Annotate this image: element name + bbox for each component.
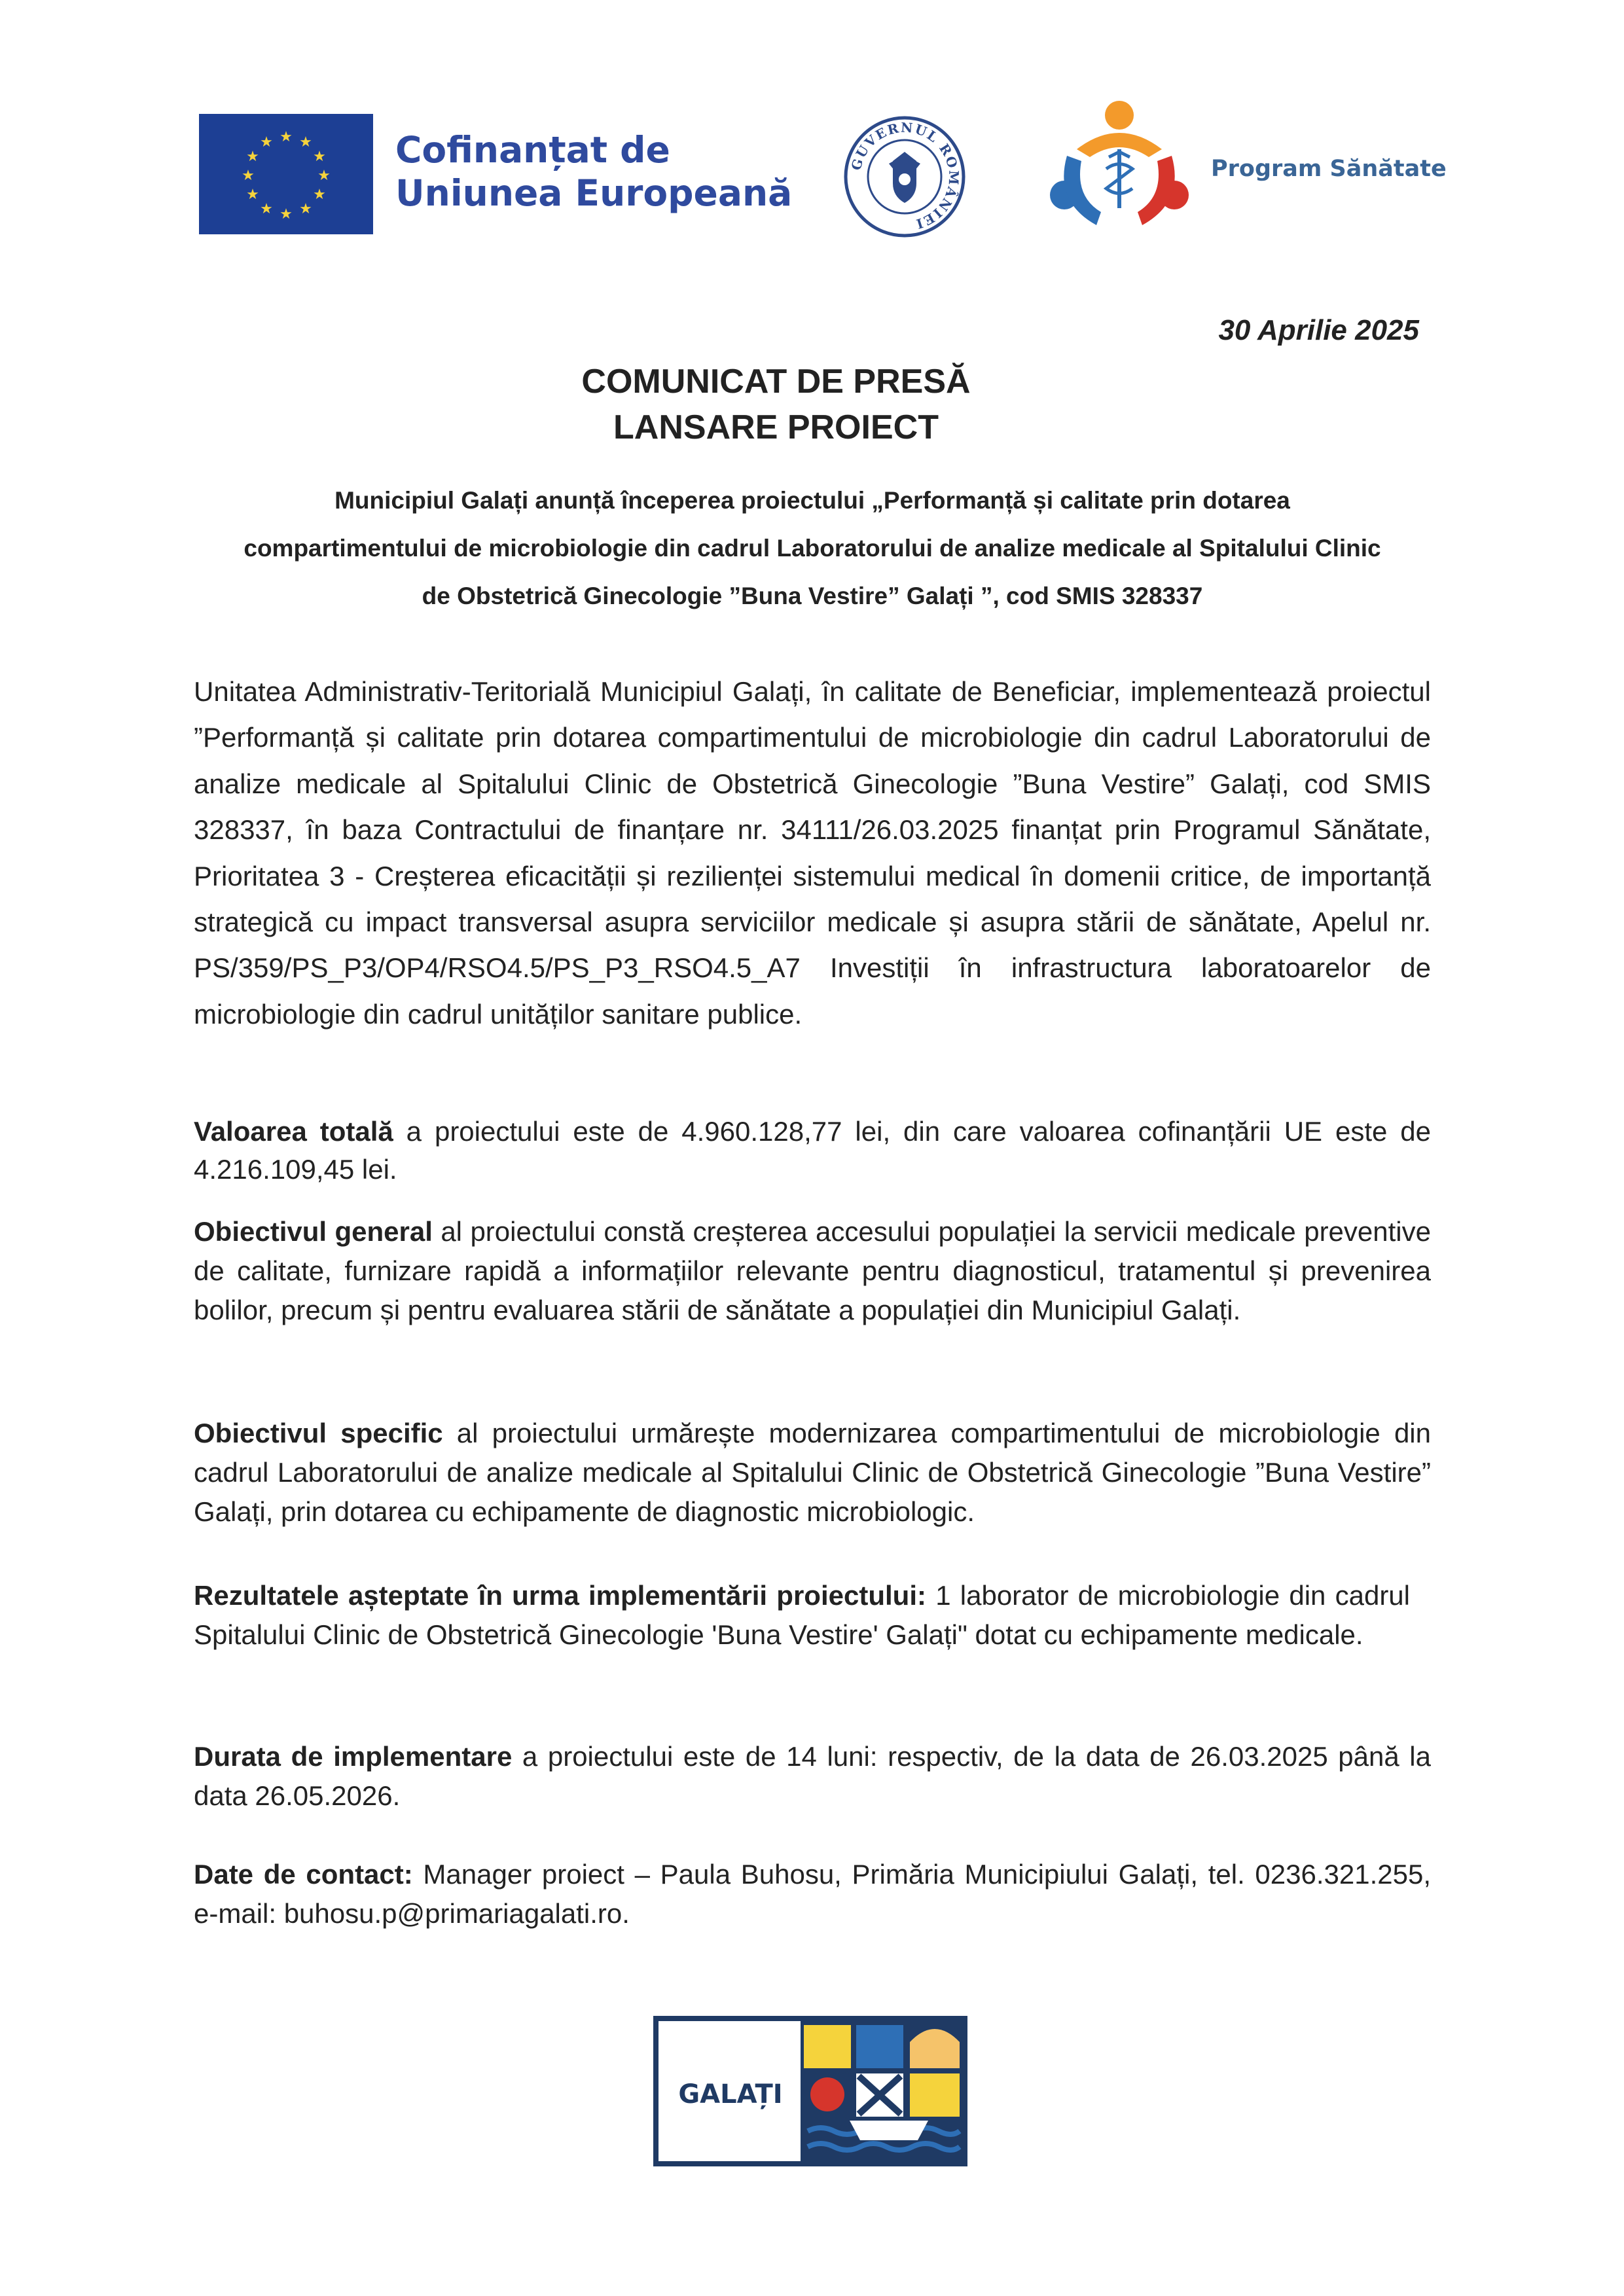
svg-text:★: ★ xyxy=(260,134,273,151)
duration-label: Durata de implementare xyxy=(194,1741,513,1772)
contact-text: Manager proiect – Paula Buhosu, Primăria Municipiului Galați, tel. 0236.321.255, e-mail: buhosu.p@primariagalati.ro. xyxy=(194,1859,1432,1929)
title-line-2: LANSARE PROIECT xyxy=(613,408,939,446)
specific-objective-paragraph xyxy=(194,1414,1431,1532)
svg-text:★: ★ xyxy=(313,149,326,165)
intro-paragraph: Unitatea Administrativ-Teritorială Municipiul Galați, în calitate de Beneficiar, implementează proiectul ”Performanță și calitate prin dotarea compartimentului de microbiologie din cadrul Laboratorului de analize medicale al Spitalului Clinic de Obstetrică Ginecologie ”Buna Vestire” Galați, cod SMIS 328337, în baza Contractului de finanțare nr. 34111/26.03.2025 finanțat prin Programul Sănătate, Prioritatea 3 - Creșterea eficacității și rezilienței sistemului medical în domenii critice, de importanță strategică cu impact transversal asupra serviciilor medicale și asupra stării de sănătate, Apelul nr. PS/359/PS_P3/OP4/RSO4.5/PS_P3_RSO4.5_A7 Investiții în infrastructura laboratoarelor de microbiologie din cadrul unităților sanitare publice. xyxy=(194,676,1431,1030)
galati-coat-icon xyxy=(801,2021,963,2161)
duration-paragraph xyxy=(194,1737,1431,1816)
svg-text:★: ★ xyxy=(313,187,326,203)
specific-objective-text: al proiectului urmărește modernizarea compartimentului de microbiologie din cadrul Laboratorului de analize medicale al Spitalului Clinic de Obstetrică Ginecologie ”Buna Vestire” Galați, prin dotarea cu echipamente de diagnostic microbiologic. xyxy=(194,1418,1431,1527)
government-seal-logo xyxy=(843,115,966,238)
total-value-label: Valoarea totală xyxy=(194,1116,393,1147)
eu-cofinancing-logo xyxy=(199,114,860,236)
title-line-1: COMUNICAT DE PRESĂ xyxy=(581,363,971,401)
svg-text:★: ★ xyxy=(280,206,293,223)
galati-city-logo xyxy=(653,2016,967,2166)
subtitle-line-3: de Obstetrică Ginecologie ”Buna Vestire” Galați ”, cod SMIS 328337 xyxy=(422,583,1203,609)
press-release-date: 30 Aprilie 2025 xyxy=(1218,314,1419,346)
svg-text:★: ★ xyxy=(299,201,312,217)
contact-label: Date de contact: xyxy=(194,1859,413,1890)
page-title xyxy=(0,359,1624,450)
specific-objective-label: Obiectivul specific xyxy=(194,1418,443,1448)
svg-text:★: ★ xyxy=(299,134,312,151)
general-objective-label: Obiectivul general xyxy=(194,1216,433,1247)
svg-text:★: ★ xyxy=(260,201,273,217)
health-program-people-icon xyxy=(1041,97,1198,234)
government-seal-icon xyxy=(843,115,966,238)
general-objective-paragraph xyxy=(194,1212,1431,1330)
general-objective-text: al proiectului constă creșterea accesului populației la servicii medicale preventive de calitate, furnizare rapidă a informațiilor relevante pentru diagnosticul, tratamentul și prevenirea bolilor, precum și pentru evaluarea stării de sănătate a populației din Municipiul Galați. xyxy=(194,1216,1431,1325)
subtitle-line-1: Municipiul Galați anunță începerea proiectului „Performanță și calitate prin dotarea xyxy=(334,487,1290,514)
svg-text:★: ★ xyxy=(242,168,255,184)
svg-text:★: ★ xyxy=(246,149,259,165)
project-announcement-heading xyxy=(194,476,1431,620)
contact-paragraph xyxy=(194,1855,1431,1933)
total-value-text: a proiectului este de 4.960.128,77 lei, din care valoarea cofinanțării UE este de 4.216.109,45 lei. xyxy=(194,1116,1432,1185)
eu-logo-text xyxy=(395,128,792,215)
svg-text:★: ★ xyxy=(246,187,259,203)
duration-text: a proiectului este de 14 luni: respectiv, de la data de 26.03.2025 până la data 26.05.2026. xyxy=(194,1741,1431,1811)
eu-logo-line2: Uniunea Europeană xyxy=(395,172,793,214)
total-value-paragraph xyxy=(194,1113,1431,1189)
subtitle-line-2: compartimentului de microbiologie din cadrul Laboratorului de analize medicale al Spitalului Clinic xyxy=(244,535,1381,562)
svg-text:★: ★ xyxy=(280,129,293,145)
expected-results-text: 1 laborator de microbiologie din cadrul Spitalului Clinic de Obstetrică Ginecologie 'Buna Vestire' Galați" dotat cu echipamente medicale. xyxy=(194,1580,1410,1650)
gov-seal-text: GUVERNUL ROMÂNIEI xyxy=(848,119,962,232)
expected-results-label: Rezultatele așteptate în urma implementării proiectului: xyxy=(194,1580,926,1611)
health-program-text: Program Sănătate xyxy=(1211,156,1447,182)
expected-results-paragraph xyxy=(194,1576,1410,1655)
eu-flag-icon xyxy=(199,114,373,234)
eu-logo-line1: Cofinanțat de xyxy=(395,129,670,171)
galati-logo-text: GALAȚI xyxy=(678,2079,783,2109)
svg-text:★: ★ xyxy=(317,168,331,184)
health-program-logo xyxy=(1041,97,1460,234)
